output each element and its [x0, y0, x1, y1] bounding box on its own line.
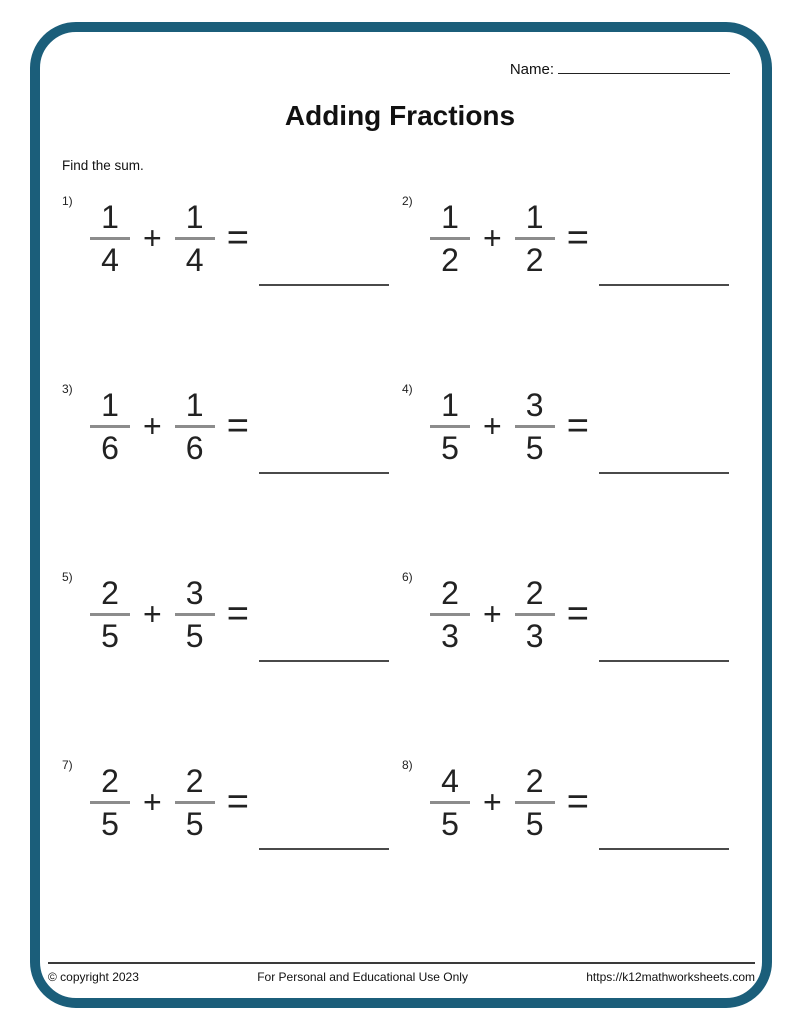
- fraction-2: [513, 575, 557, 654]
- equals-sign: =: [226, 217, 249, 260]
- denominator-2: 5: [185, 617, 204, 654]
- fraction-bar: [430, 801, 470, 804]
- fraction-bar: [175, 237, 215, 240]
- fraction-bar: [175, 613, 215, 616]
- numerator-2: 2: [525, 575, 544, 611]
- worksheet-content: [40, 32, 760, 998]
- problem-2: [402, 191, 742, 379]
- fraction-bar: [515, 425, 555, 428]
- fraction-bar: [90, 613, 130, 616]
- problem-expression: [88, 387, 389, 466]
- numerator-2: 1: [185, 199, 204, 235]
- plus-sign: +: [483, 784, 502, 821]
- page-title: Adding Fractions: [284, 100, 516, 131]
- plus-sign: +: [483, 220, 502, 257]
- numerator-2: 3: [525, 387, 544, 423]
- answer-blank: [259, 660, 389, 662]
- numerator-2: 1: [525, 199, 544, 235]
- problem-7: [62, 755, 402, 943]
- denominator-2: 2: [525, 241, 544, 278]
- denominator-1: 5: [101, 617, 119, 654]
- problem-8: [402, 755, 742, 943]
- problem-3: [62, 379, 402, 567]
- problem-expression: [88, 199, 389, 278]
- plus-sign: +: [143, 220, 162, 257]
- equals-sign: =: [566, 405, 589, 448]
- footer-usage: For Personal and Educational Use Only: [257, 970, 468, 984]
- denominator-1: 5: [441, 805, 459, 842]
- fraction-2: [173, 763, 217, 842]
- problem-4: [402, 379, 742, 567]
- problem-expression: [428, 199, 729, 278]
- answer-blank: [259, 848, 389, 850]
- fraction-1: [88, 387, 132, 466]
- answer-blank: [259, 472, 389, 474]
- numerator-1: 2: [101, 575, 119, 611]
- equals-sign: =: [226, 405, 249, 448]
- fraction-bar: [515, 237, 555, 240]
- denominator-2: 4: [185, 241, 204, 278]
- fraction-bar: [90, 237, 130, 240]
- problem-1: [62, 191, 402, 379]
- denominator-1: 5: [101, 805, 119, 842]
- instruction-text: Find the sum.: [62, 158, 144, 173]
- fraction-bar: [515, 613, 555, 616]
- denominator-2: 5: [525, 805, 544, 842]
- fraction-bar: [430, 613, 470, 616]
- footer-copyright: © copyright 2023: [48, 970, 139, 984]
- footer: [48, 962, 755, 984]
- numerator-1: 1: [441, 199, 459, 235]
- equals-sign: =: [226, 593, 249, 636]
- denominator-1: 4: [101, 241, 119, 278]
- numerator-1: 1: [101, 199, 119, 235]
- fraction-1: [428, 199, 472, 278]
- fraction-1: [428, 763, 472, 842]
- equals-sign: =: [566, 781, 589, 824]
- numerator-2: 1: [185, 387, 204, 423]
- plus-sign: +: [143, 596, 162, 633]
- fraction-1: [88, 763, 132, 842]
- numerator-1: 2: [101, 763, 119, 799]
- problem-number: 4): [402, 382, 413, 396]
- name-label: Name:: [509, 61, 554, 78]
- denominator-1: 5: [441, 429, 459, 466]
- fraction-2: [173, 199, 217, 278]
- problem-expression: [88, 763, 389, 842]
- equals-sign: =: [226, 781, 249, 824]
- numerator-1: 1: [101, 387, 119, 423]
- problem-expression: [88, 575, 389, 654]
- fraction-2: [173, 387, 217, 466]
- problem-number: 8): [402, 758, 413, 772]
- answer-blank: [259, 284, 389, 286]
- problems-grid: [62, 191, 760, 943]
- problem-5: [62, 567, 402, 755]
- fraction-bar: [175, 801, 215, 804]
- answer-blank: [599, 660, 729, 662]
- denominator-2: 3: [525, 617, 544, 654]
- numerator-1: 1: [441, 387, 459, 423]
- fraction-bar: [90, 425, 130, 428]
- problem-number: 5): [62, 570, 73, 584]
- problem-6: [402, 567, 742, 755]
- numerator-2: 2: [185, 763, 204, 799]
- problem-number: 2): [402, 194, 413, 208]
- fraction-bar: [430, 425, 470, 428]
- name-blank-line: [558, 60, 730, 74]
- problem-number: 7): [62, 758, 73, 772]
- footer-url: https://k12mathworksheets.com: [586, 970, 755, 984]
- plus-sign: +: [143, 408, 162, 445]
- fraction-2: [513, 387, 557, 466]
- fraction-2: [173, 575, 217, 654]
- plus-sign: +: [143, 784, 162, 821]
- equals-sign: =: [566, 217, 589, 260]
- numerator-1: 2: [441, 575, 459, 611]
- problem-number: 3): [62, 382, 73, 396]
- fraction-bar: [90, 801, 130, 804]
- numerator-1: 4: [441, 763, 459, 799]
- denominator-2: 5: [525, 429, 544, 466]
- fraction-1: [88, 575, 132, 654]
- name-row: [40, 32, 760, 78]
- numerator-2: 3: [185, 575, 204, 611]
- problem-expression: [428, 387, 729, 466]
- plus-sign: +: [483, 408, 502, 445]
- denominator-1: 6: [101, 429, 119, 466]
- problem-number: 1): [62, 194, 73, 208]
- answer-blank: [599, 472, 729, 474]
- denominator-1: 2: [441, 241, 459, 278]
- fraction-2: [513, 199, 557, 278]
- answer-blank: [599, 848, 729, 850]
- fraction-bar: [430, 237, 470, 240]
- numerator-2: 2: [525, 763, 544, 799]
- plus-sign: +: [483, 596, 502, 633]
- denominator-2: 5: [185, 805, 204, 842]
- fraction-bar: [175, 425, 215, 428]
- fraction-bar: [515, 801, 555, 804]
- problem-number: 6): [402, 570, 413, 584]
- denominator-1: 3: [441, 617, 459, 654]
- fraction-1: [428, 575, 472, 654]
- problem-expression: [428, 575, 729, 654]
- equals-sign: =: [566, 593, 589, 636]
- fraction-1: [428, 387, 472, 466]
- problem-expression: [428, 763, 729, 842]
- fraction-2: [513, 763, 557, 842]
- answer-blank: [599, 284, 729, 286]
- fraction-1: [88, 199, 132, 278]
- denominator-2: 6: [185, 429, 204, 466]
